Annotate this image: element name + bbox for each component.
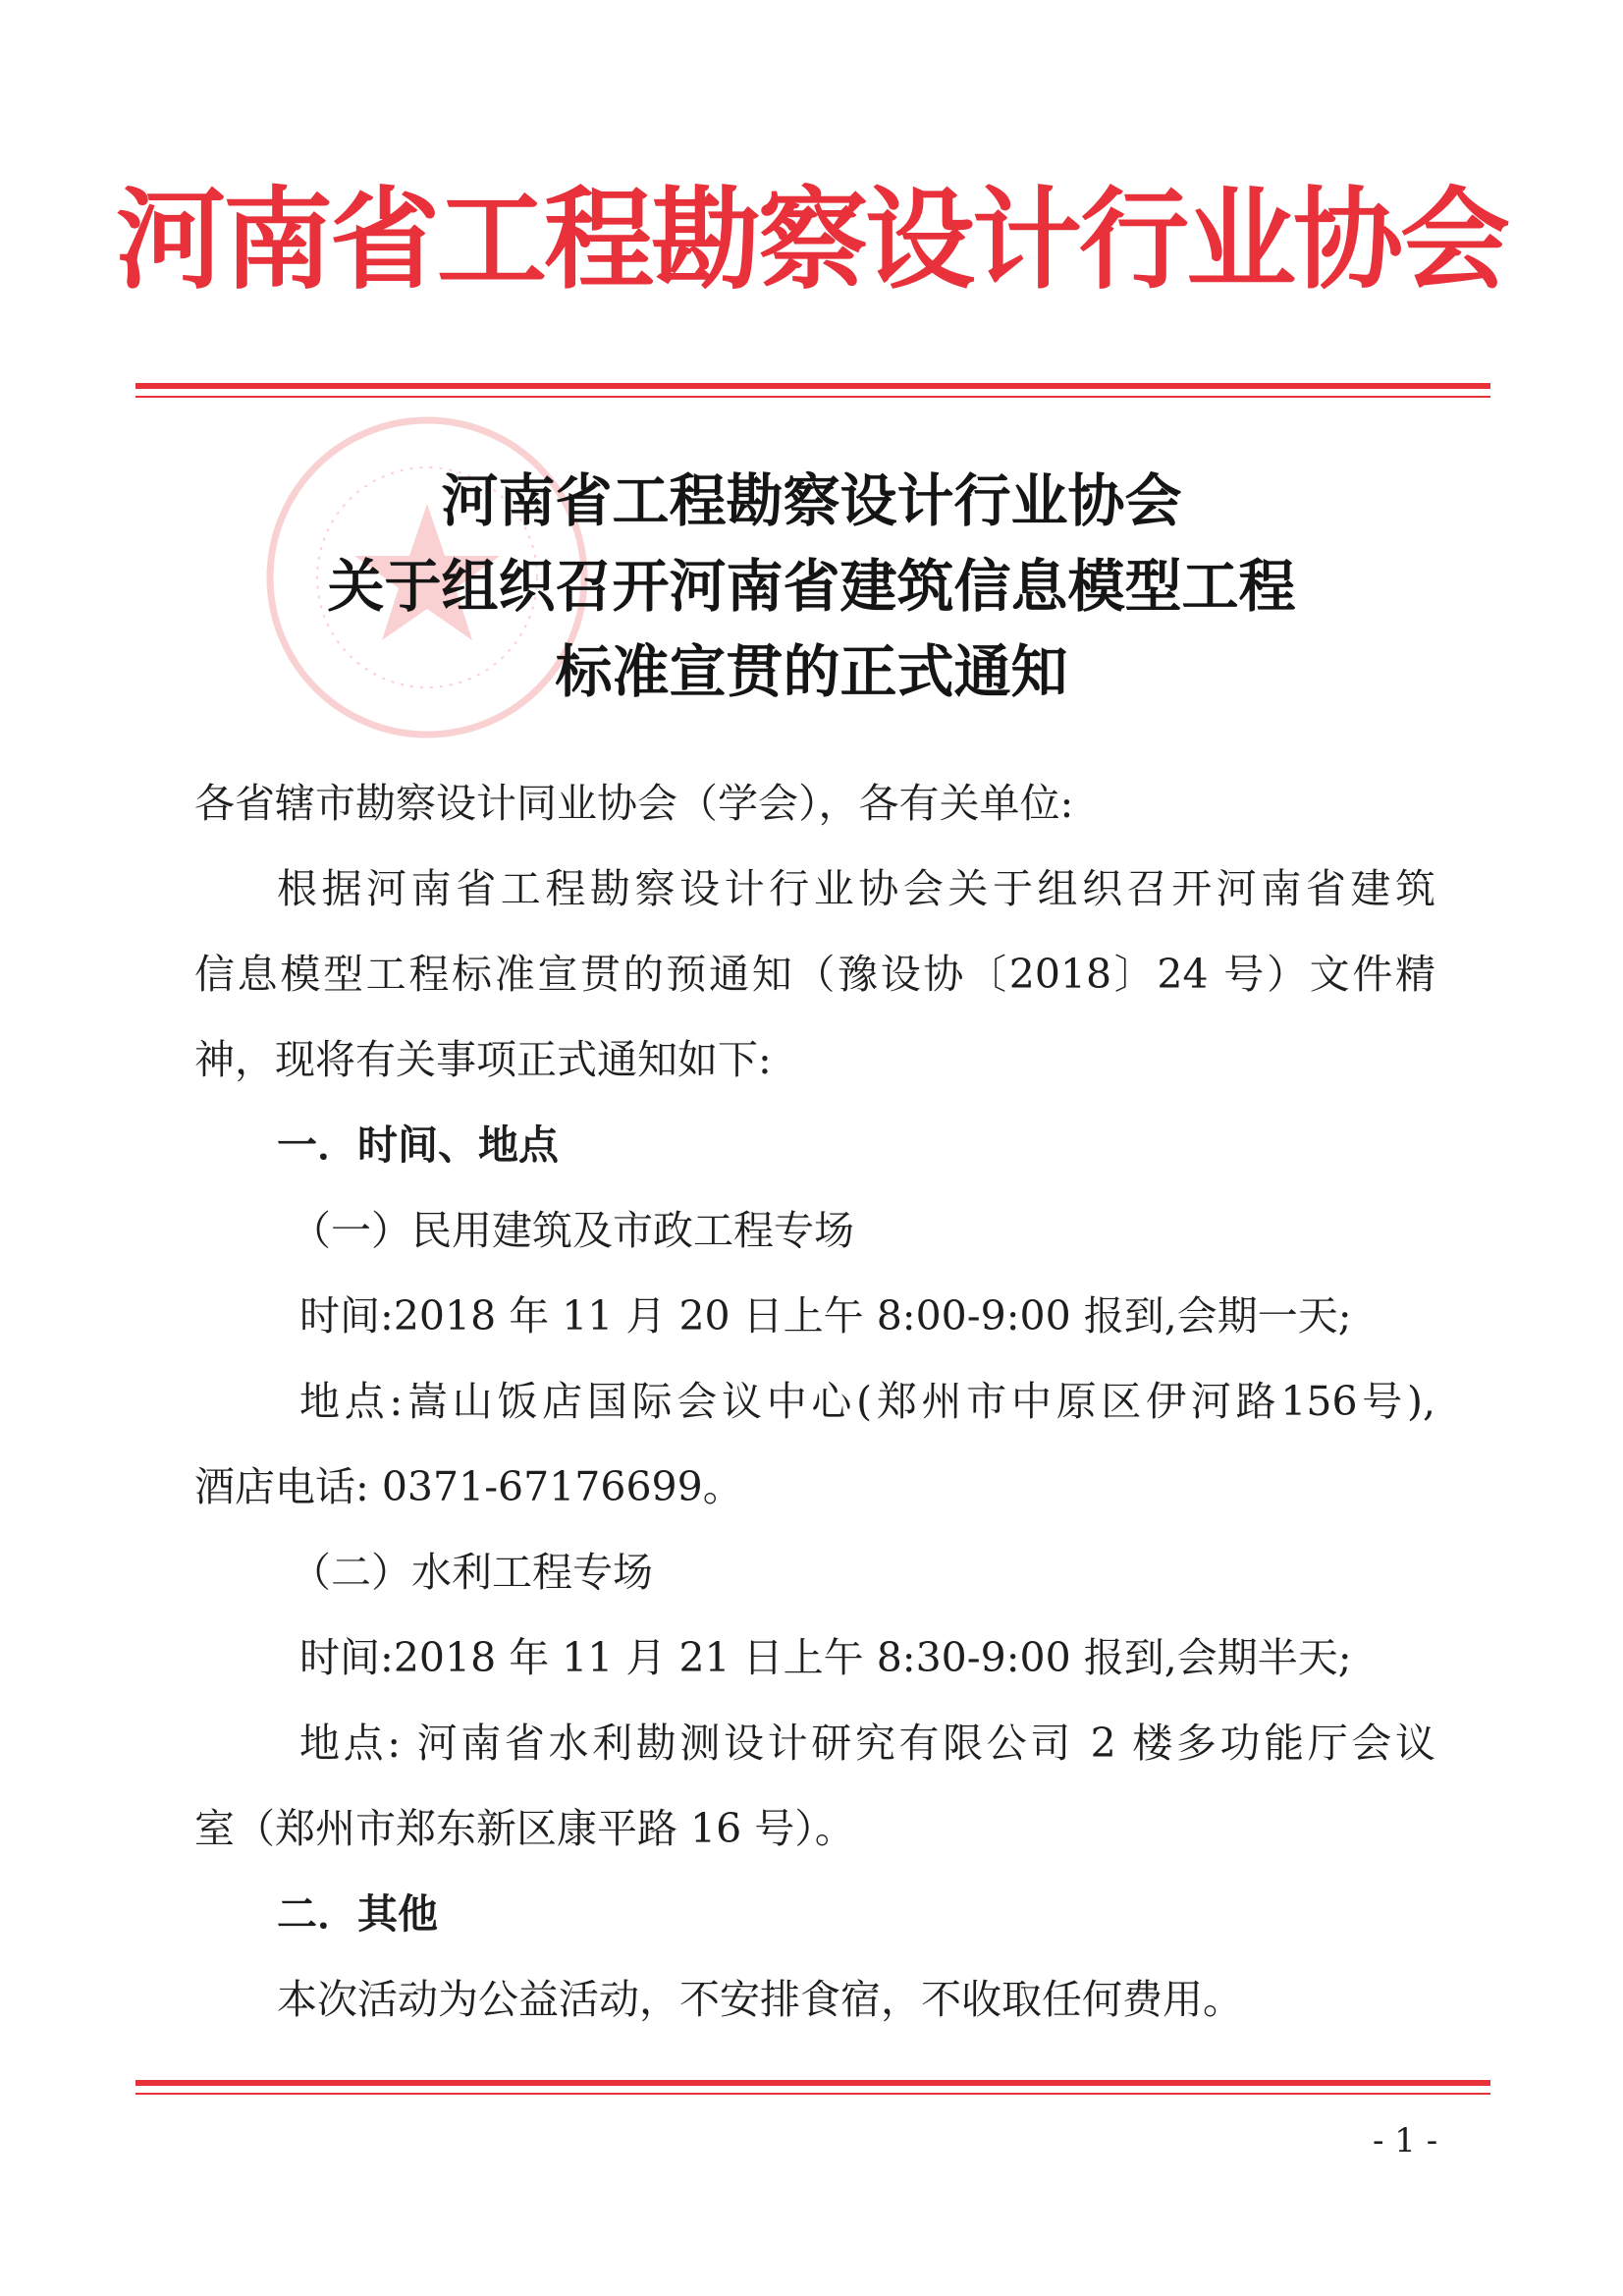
section-heading-other: 二．其他 — [277, 1890, 438, 1938]
footer-red-rule — [135, 2080, 1490, 2095]
session-water-place-line-2: 室（郑州市郑东新区康平路 16 号）。 — [194, 1805, 855, 1852]
page-number: - 1 - — [1373, 2121, 1438, 2160]
session-heading-water: （二）水利工程专场 — [291, 1549, 653, 1596]
salutation: 各省辖市勘察设计同业协会（学会），各有关单位: — [194, 780, 1074, 827]
intro-line-2: 信息模型工程标准宣贯的预通知（豫设协〔2018〕24 号）文件精 — [194, 951, 1435, 998]
session-civil-time: 时间:2018 年 11 月 20 日上午 8:00-9:00 报到,会期一天; — [299, 1292, 1352, 1339]
section-other-text: 本次活动为公益活动，不安排食宿，不收取任何费用。 — [277, 1976, 1243, 2023]
session-heading-civil: （一）民用建筑及市政工程专场 — [291, 1207, 854, 1254]
intro-line-3: 神，现将有关事项正式通知如下: — [194, 1036, 772, 1083]
section-heading-time-place: 一．时间、地点 — [277, 1121, 559, 1169]
intro-line-1: 根据河南省工程勘察设计行业协会关于组织召开河南省建筑 — [277, 865, 1435, 912]
notice-title-line-2: 关于组织召开河南省建筑信息模型工程 — [327, 553, 1296, 620]
notice-title-line-3: 标准宣贯的正式通知 — [555, 638, 1068, 705]
letterhead-organization-name: 河南省工程勘察设计行业协会 — [116, 176, 1507, 304]
notice-title-line-1: 河南省工程勘察设计行业协会 — [441, 467, 1182, 534]
session-water-time: 时间:2018 年 11 月 21 日上午 8:30-9:00 报到,会期半天; — [299, 1634, 1352, 1681]
session-civil-place-line-2: 酒店电话: 0371-67176699。 — [194, 1463, 743, 1510]
letterhead-red-rule — [135, 383, 1490, 398]
session-water-place-line-1: 地点: 河南省水利勘测设计研究有限公司 2 楼多功能厅会议 — [299, 1720, 1435, 1767]
session-civil-place-line-1: 地点:嵩山饭店国际会议中心(郑州市中原区伊河路156号), — [299, 1378, 1435, 1425]
